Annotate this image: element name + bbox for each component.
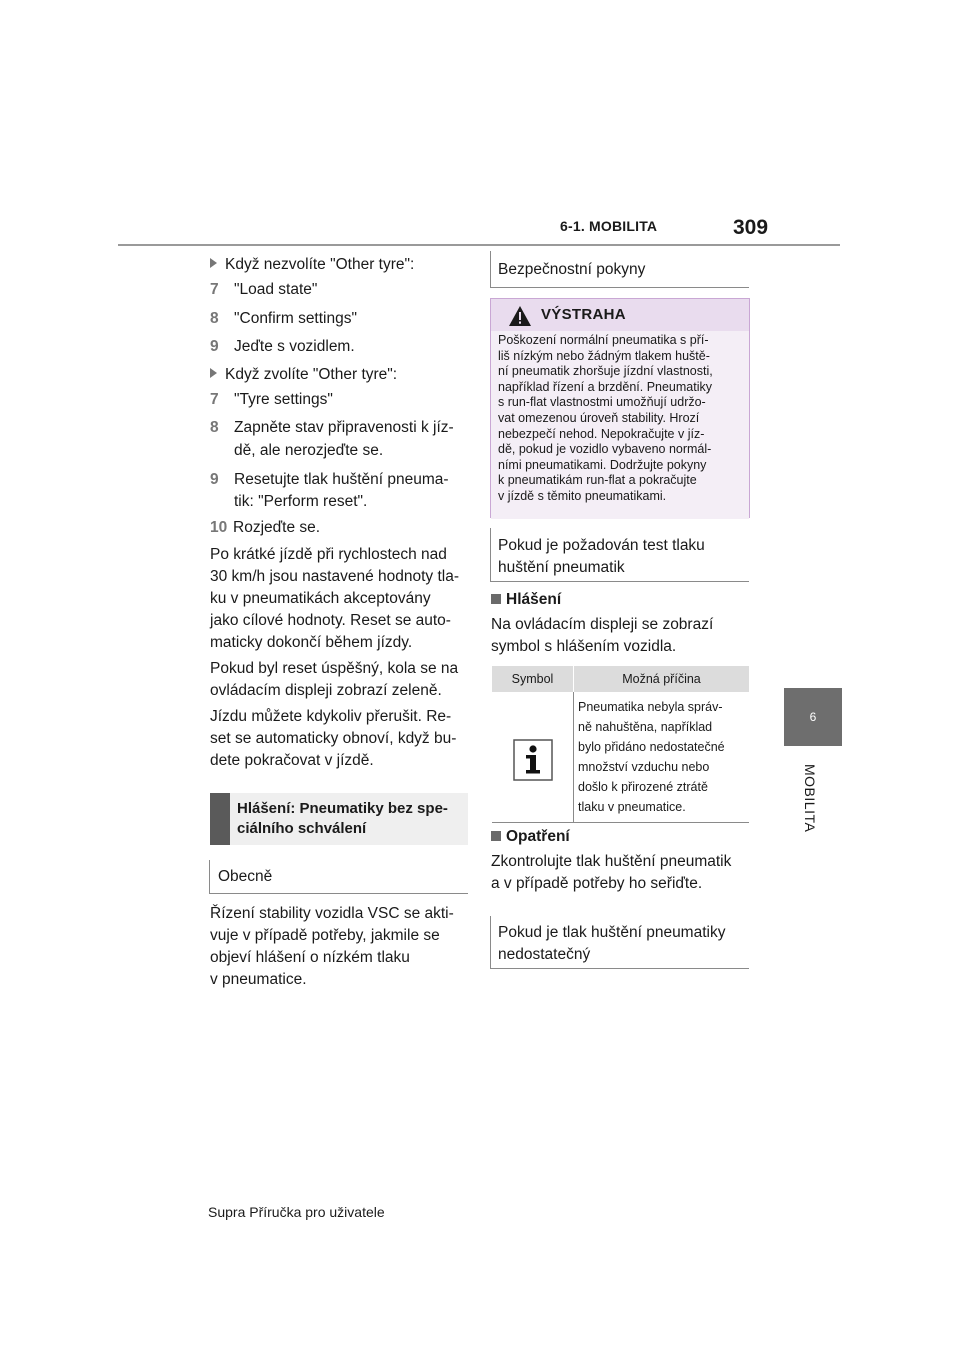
warning-line: Poškození normální pneumatika s pří- [498, 333, 709, 347]
header-rule [118, 244, 840, 246]
chapter-label: MOBILITA [802, 764, 818, 833]
text-line: Zkontrolujte tlak huštění pneumatik [491, 853, 732, 870]
warning-title: VÝSTRAHA [541, 306, 626, 323]
text-line: maticky dokončí během jízdy. [210, 634, 413, 651]
safety-heading-edge [490, 251, 491, 287]
symbol-table [492, 666, 749, 823]
step-number: 9 [210, 471, 219, 488]
column-header: Možná příčina [574, 666, 750, 692]
step-item [210, 308, 357, 330]
warning-line: nebezpečí nehod. Nepokračujte v jíz- [498, 426, 705, 441]
cause-line: ně nahuštěna, například [578, 720, 713, 734]
step-number: 7 [210, 281, 219, 298]
info-icon [513, 739, 553, 781]
warning-line: například řízení a brzdění. Pneumatiky [498, 379, 713, 394]
chapter-number: 6 [809, 710, 817, 724]
warning-line: vat omezenou úroveň stability. Hrozí [498, 410, 700, 425]
warning-line: liš nízkým nebo žádným tlakem huště- [498, 348, 710, 363]
test-heading-edge [490, 528, 491, 581]
step-item [210, 279, 317, 301]
cause-line: tlaku v pneumatice. [578, 800, 686, 814]
message-heading-line: ciálního schválení [237, 820, 367, 837]
warning-line: s run-flat vlastnostmi umožňují udržo- [498, 395, 706, 410]
text-line: v pneumatice. [210, 971, 307, 988]
step-number: 7 [210, 391, 219, 408]
cause-cell [574, 692, 750, 823]
test-heading [498, 535, 705, 579]
step-number: 8 [210, 419, 219, 436]
step-item [210, 517, 320, 539]
column-header: Symbol [492, 666, 574, 692]
text-line: dete pokračovat v jízdě. [210, 752, 374, 769]
warning-box [490, 298, 750, 518]
warning-line: v jízdě s těmito pneumatikami. [498, 488, 667, 503]
heading-text: Opatření [506, 828, 570, 845]
step-text: "Tyre settings" [234, 391, 333, 408]
heading-text: Když zvolíte "Other tyre": [225, 366, 398, 383]
safety-heading-rule [490, 287, 749, 288]
low-pressure-heading-line: Pokud je tlak huštění pneumatiky [498, 924, 726, 941]
step-item [210, 336, 355, 358]
text-line: a v případě potřeby ho seřiďte. [491, 875, 703, 892]
text-line: symbol s hlášením vozidla. [491, 638, 677, 655]
paragraph-interrupt [210, 706, 456, 772]
text-line: Jízdu můžete kdykoliv přerušit. Re- [210, 708, 452, 725]
paragraph-vsc [210, 903, 454, 991]
test-heading-line: Pokud je požadován test tlaku [498, 537, 705, 554]
message-heading-line: Hlášení: Pneumatiky bez spe- [237, 800, 448, 817]
step-number: 9 [210, 338, 219, 355]
heading-text: Hlášení [506, 591, 562, 608]
warning-line: dě, pokud je vozidlo vybaveno normál- [498, 442, 712, 457]
warning-header [491, 299, 749, 331]
general-heading: Obecně [218, 868, 273, 885]
step-text-continued: dě, ale nerozjeďte se. [234, 442, 384, 459]
step-number: 8 [210, 310, 219, 327]
step-text: "Confirm settings" [234, 310, 357, 327]
low-pressure-heading-line: nedostatečný [498, 946, 591, 963]
step-item [210, 417, 454, 439]
step-text: Jeďte s vozidlem. [234, 338, 355, 355]
heading-not-other-tyre [210, 254, 414, 276]
table-row [492, 692, 749, 823]
heading-text: Když nezvolíte "Other tyre": [225, 256, 415, 273]
general-heading-rule [209, 893, 468, 894]
text-line: Pokud byl reset úspěšný, kola se na [210, 660, 459, 677]
text-line: jako cílové hodnoty. Reset se auto- [210, 612, 451, 629]
low-pressure-heading-edge [490, 916, 491, 968]
step-item [210, 469, 449, 491]
paragraph-reset-info [210, 544, 459, 654]
text-line: Po krátké jízdě při rychlostech nad [210, 546, 447, 563]
measure-section-heading [491, 826, 570, 848]
step-text: Resetujte tlak huštění pneuma- [234, 471, 449, 488]
test-heading-line: huštění pneumatik [498, 559, 625, 576]
message-section-heading [491, 589, 561, 611]
step-item [210, 389, 333, 411]
square-bullet-icon [491, 831, 501, 841]
message-section-text [491, 614, 713, 658]
text-line: objeví hlášení o nízkém tlaku [210, 949, 410, 966]
cause-line: bylo přidáno nedostatečné [578, 740, 725, 754]
warning-line: k pneumatikám run-flat a pokračujte [498, 473, 697, 488]
step-text: Rozjeďte se. [233, 519, 321, 536]
message-box-accent [210, 793, 230, 845]
text-line: ovládacím displeji zobrazí zeleně. [210, 682, 442, 699]
triangle-bullet-icon [210, 258, 217, 268]
step-text-continued: tik: "Perform reset". [234, 493, 368, 510]
step-text: "Load state" [234, 281, 318, 298]
footer-text: Supra Příručka pro uživatele [208, 1204, 385, 1220]
warning-triangle-icon [508, 305, 532, 327]
triangle-bullet-icon [210, 368, 217, 378]
general-heading-edge [209, 860, 210, 893]
cause-line: došlo k přirozené ztrátě [578, 780, 708, 794]
step-number: 10 [210, 519, 228, 536]
text-line: Řízení stability vozidla VSC se akti- [210, 905, 454, 922]
safety-heading: Bezpečnostní pokyny [498, 261, 646, 278]
square-bullet-icon [491, 594, 501, 604]
step-text: Zapněte stav připravenosti k jíz- [234, 419, 454, 436]
table-header-row [492, 666, 749, 692]
text-line: Na ovládacím displeji se zobrazí [491, 616, 714, 633]
page-number: 309 [733, 216, 769, 239]
low-pressure-heading-rule [490, 968, 749, 969]
warning-line: ními pneumatikami. Dodržujte pokyny [498, 457, 707, 472]
heading-other-tyre [210, 364, 397, 386]
warning-body [491, 331, 749, 519]
message-heading-box [230, 793, 468, 845]
test-heading-rule [490, 581, 749, 582]
text-line: set se automaticky obnoví, když bu- [210, 730, 457, 747]
section-title: 6-1. MOBILITA [560, 218, 658, 234]
text-line: vuje v případě potřeby, jakmile se [210, 927, 440, 944]
text-line: 30 km/h jsou nastavené hodnoty tla- [210, 568, 460, 585]
text-line: ku v pneumatikách akceptovány [210, 590, 431, 607]
symbol-cell [492, 692, 574, 823]
low-pressure-heading [498, 922, 725, 966]
measure-section-text [491, 851, 731, 895]
chapter-tab [784, 688, 842, 746]
paragraph-reset-success [210, 658, 458, 702]
warning-line: ní pneumatik zhoršuje jízdní vlastnosti, [498, 364, 713, 379]
cause-line: množství vzduchu nebo [578, 760, 710, 774]
cause-line: Pneumatika nebyla správ- [578, 700, 723, 714]
